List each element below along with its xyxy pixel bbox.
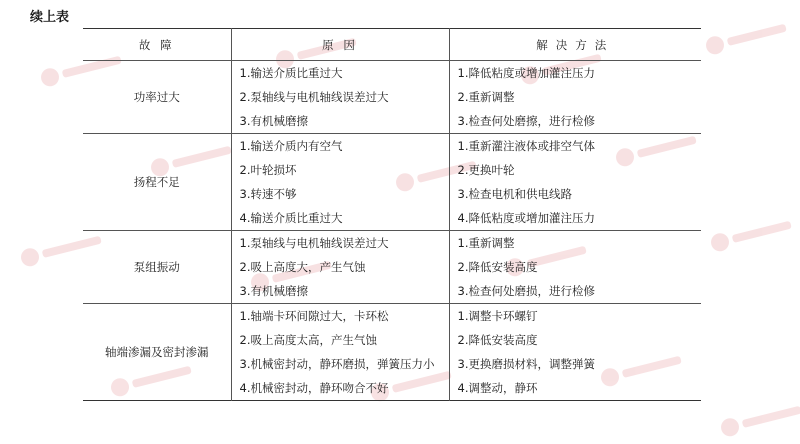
fix-item: 3.更换磨损材料，调整弹簧 xyxy=(457,357,595,371)
header-row xyxy=(83,29,701,61)
fix-item: 2.重新调整 xyxy=(457,90,515,104)
cause-cell xyxy=(231,304,449,401)
cause-item: 1.输送介质比重过大 xyxy=(239,66,343,80)
cause-item: 3.机械密封动，静环磨损，弹簧压力小 xyxy=(239,357,435,371)
fix-item: 1.降低粘度或增加灌注压力 xyxy=(457,66,595,80)
table-row xyxy=(83,61,701,134)
fix-cell xyxy=(449,304,701,401)
watermark-logo xyxy=(709,215,797,253)
cause-item: 2.吸上高度太高，产生气蚀 xyxy=(239,333,377,347)
cause-item: 3.转速不够 xyxy=(239,187,297,201)
fix-item: 3.检查何处磨擦，进行检修 xyxy=(457,114,595,128)
header-fault: 故 障 xyxy=(138,37,175,52)
fault-table xyxy=(83,28,701,401)
fault-name: 泵组振动 xyxy=(133,260,180,274)
cause-item: 1.输送介质内有空气 xyxy=(239,139,343,153)
cause-item: 1.泵轴线与电机轴线误差过大 xyxy=(239,236,389,250)
fix-item: 1.重新灌注液体或排空气体 xyxy=(457,139,595,153)
fix-item: 2.更换叶轮 xyxy=(457,163,515,177)
header-fix: 解决方法 xyxy=(536,37,615,52)
fix-cell xyxy=(449,134,701,231)
fix-item: 3.检查电机和供电线路 xyxy=(457,187,572,201)
cause-item: 1.轴端卡环间隙过大，卡环松 xyxy=(239,309,389,323)
cause-item: 3.有机械磨擦 xyxy=(239,114,308,128)
cause-item: 4.机械密封动，静环吻合不好 xyxy=(239,381,389,395)
cause-item: 2.泵轴线与电机轴线误差过大 xyxy=(239,90,389,104)
fix-item: 1.调整卡环螺钉 xyxy=(457,309,538,323)
fix-cell xyxy=(449,61,701,134)
fix-item: 3.检查何处磨损，进行检修 xyxy=(457,284,595,298)
cause-item: 4.输送介质比重过大 xyxy=(239,211,343,225)
cause-cell xyxy=(231,231,449,304)
fix-item: 1.重新调整 xyxy=(457,236,515,250)
fault-name: 扬程不足 xyxy=(133,175,180,189)
cause-item: 2.叶轮损坏 xyxy=(239,163,297,177)
fix-cell xyxy=(449,231,701,304)
cause-cell xyxy=(231,134,449,231)
table-row xyxy=(83,134,701,231)
fault-name: 轴端渗漏及密封渗漏 xyxy=(105,345,209,359)
watermark-logo xyxy=(704,18,792,56)
watermark-logo xyxy=(719,400,800,438)
fix-item: 2.降低安装高度 xyxy=(457,260,538,274)
cause-item: 3.有机械磨擦 xyxy=(239,284,308,298)
fix-item: 4.降低粘度或增加灌注压力 xyxy=(457,211,595,225)
header-cause: 原 因 xyxy=(231,29,449,61)
cause-item: 2.吸上高度大，产生气蚀 xyxy=(239,260,366,274)
table-caption: 续上表 xyxy=(30,10,70,25)
cause-cell xyxy=(231,61,449,134)
fix-item: 4.调整动，静环 xyxy=(457,381,538,395)
table-row xyxy=(83,231,701,304)
fix-item: 2.降低安装高度 xyxy=(457,333,538,347)
table-row xyxy=(83,304,701,401)
fault-name: 功率过大 xyxy=(133,90,180,104)
